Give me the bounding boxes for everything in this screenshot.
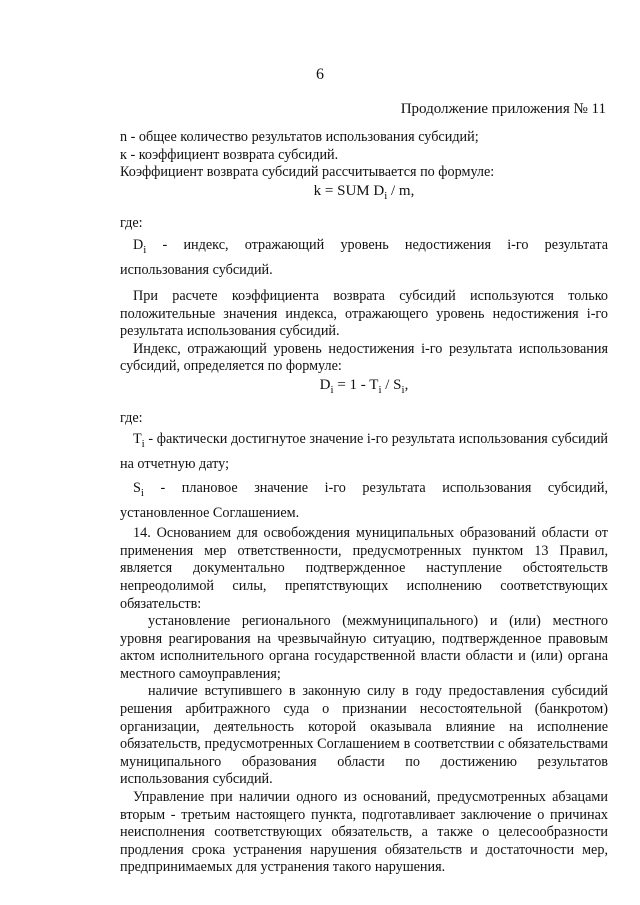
di-text: - индекс, отражающий уровень недостижения i-го результата использования субсидий. — [120, 236, 608, 278]
formula-di-c: / S — [381, 376, 402, 393]
di-subscript: i — [143, 243, 147, 256]
formula-k-right: / m, — [387, 182, 415, 199]
formula-di-d: , — [404, 376, 409, 393]
formula-di-c-sub: i — [401, 383, 405, 396]
formula-k — [120, 183, 608, 202]
where-label-1: где: — [120, 215, 143, 232]
positive-values-paragraph: При расчете коэффициента возврата субсидий используются только положительные значения индекса, отражающего уровень недостижения i-го результата использования субсидий. — [120, 287, 608, 340]
bullet-emergency: установление регионального (межмуниципального) и (или) местного уровня реагирования на чрезвычайную ситуацию, подтвержденное правовым актом исполнительного органа государственной власти области и (или) органа местного самоуправления; — [120, 613, 608, 682]
page-number: 6 — [316, 66, 324, 83]
formula-di-b: = 1 - T — [333, 376, 379, 393]
ti-subscript: i — [141, 438, 145, 451]
final-paragraph: Управление при наличии одного из оснований, предусмотренных абзацами вторым - третьим настоящего пункта, подготавливает заключение о причинах неисполнения соответствующих обязательств, а также о целесообразности продления срока устранения нарушения обязательств и достаточности мер, предпринимаемых для устранения такого нарушения. — [120, 789, 608, 876]
k-formula-intro: Коэффициент возврата субсидий рассчитывается по формуле: — [120, 164, 495, 181]
di-var: D — [133, 236, 144, 253]
formula-k-left: k = SUM D — [313, 182, 385, 199]
ti-var: T — [133, 431, 142, 448]
si-text: - плановое значение i-го результата использования субсидий, установленное Соглашением. — [120, 480, 608, 522]
index-paragraph: Индекс, отражающий уровень недостижения i-го результата использования субсидий, определяется по формуле: — [120, 340, 608, 375]
ti-text: - фактически достигнутое значение i-го результата использования субсидий на отчетную дату; — [120, 431, 608, 473]
k-definition: к - коэффициент возврата субсидий. — [120, 146, 339, 163]
si-definition — [120, 476, 608, 525]
si-subscript: i — [140, 487, 144, 500]
ti-definition — [120, 427, 608, 476]
where-label-2: где: — [120, 409, 143, 426]
formula-di-a-sub: i — [330, 383, 334, 396]
formula-di-b-sub: i — [378, 383, 382, 396]
n-definition: n - общее количество результатов использования субсидий; — [120, 129, 479, 145]
appendix-continuation-header: Продолжение приложения № 11 — [400, 101, 606, 117]
formula-di-a: D — [319, 376, 331, 393]
di-definition — [120, 233, 608, 282]
bullet-court-decision: наличие вступившего в законную силу в году предоставления субсидий решения арбитражного суда о признании несостоятельной (банкротом) организации, деятельность которой оказывала влияние на исполнение обязательств, предусмотренных Соглашением в соответствии с обязательствами муниципального образования области по достижению результатов использования субсидий. — [120, 683, 608, 788]
formula-k-subscript: i — [384, 189, 388, 202]
paragraph-14: 14. Основанием для освобождения муниципальных образований области от применения мер ответственности, предусмотренных пунктом 13 Правил, является документально подтвержденное наступление обстоятельств непреодолимой силы, препятствующих исполнению соответствующих обязательств: — [120, 525, 608, 612]
formula-di — [120, 377, 608, 396]
document-body — [120, 129, 608, 877]
si-var: S — [133, 480, 141, 497]
